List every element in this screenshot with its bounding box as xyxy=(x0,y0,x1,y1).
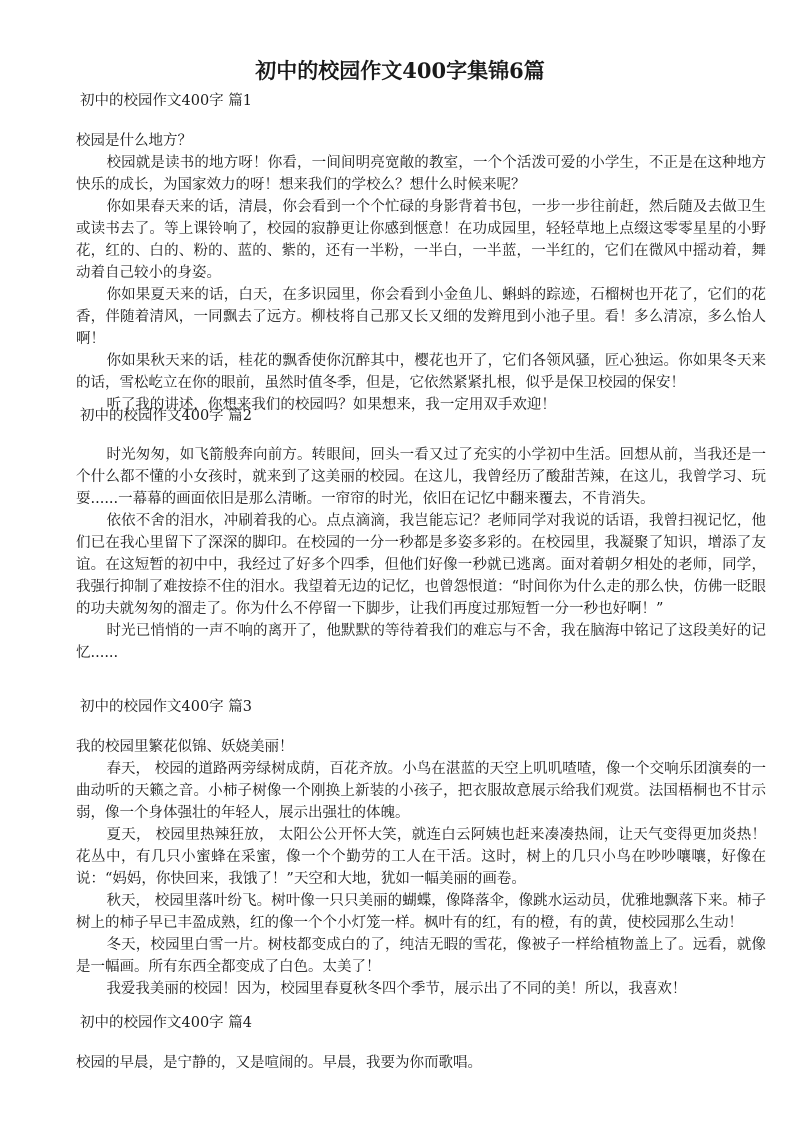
article-3-body xyxy=(76,736,766,1000)
paragraph: 你如果夏天来的话，白天，在多识园里，你会看到小金鱼儿、蝌蚪的踪迹，石榴树也开花了，它们的花香，伴随着清风，一同飘去了远方。柳枝将自己那又长又细的发辫甩到小池子里。看！多么清凉，多么怡人啊！ xyxy=(76,287,766,347)
document-title: 初中的校园作文400字集锦6篇 xyxy=(255,58,545,83)
article-heading: 初中的校园作文400字 篇3 xyxy=(80,699,253,715)
article-1 xyxy=(76,90,766,112)
paragraph: 我爱我美丽的校园！因为，校园里春夏秋冬四个季节，展示出了不同的美！所以，我喜欢！ xyxy=(106,981,687,997)
paragraph: 夏天， 校园里热辣狂放， 太阳公公开怀大笑，就连白云阿姨也赶来凑凑热闹，让天气变得更加炎热！花丛中，有几只小蜜蜂在采蜜，像一个个勤劳的工人在干活。这时，树上的几只小鸟在吵吵嚷嚷，好像在说：“妈妈，你快回来，我饿了！”天空和大地，犹如一幅美丽的画卷。 xyxy=(76,827,766,887)
article-2 xyxy=(76,405,766,427)
article-2-body xyxy=(76,444,766,664)
paragraph: 春天， 校园的道路两旁绿树成荫，百花齐放。小鸟在湛蓝的天空上叽叽喳喳，像一个交响乐团演奏的一曲动听的天籁之音。小柿子树像一个刚换上新装的小孩子，把衣服故意展示给我们观赏。法国梧桐也不甘示弱，像一个身体强壮的年轻人，展示出强壮的体魄。 xyxy=(76,761,766,821)
paragraph: 时光已悄悄的一声不响的离开了，他默默的等待着我们的难忘与不舍，我在脑海中铭记了这段美好的记忆...... xyxy=(76,623,766,661)
paragraph: 听了我的讲述，你想来我们的校园吗？如果想来，我一定用双手欢迎！ xyxy=(106,397,556,413)
paragraph: 校园就是读书的地方呀！你看，一间间明亮宽敞的教室，一个个活泼可爱的小学生，不正是在这种地方快乐的成长，为国家效力的呀！想来我们的学校么？想什么时候来呢？ xyxy=(76,155,766,193)
article-4-body xyxy=(76,1052,766,1074)
paragraph: 校园是什么地方？ xyxy=(76,133,192,149)
article-heading: 初中的校园作文400字 篇1 xyxy=(80,93,253,109)
paragraph: 我的校园里繁花似锦、妖娆美丽！ xyxy=(76,739,294,755)
paragraph: 冬天，校园里白雪一片。树枝都变成白的了，纯洁无暇的雪花，像被子一样给植物盖上了。远看，就像是一幅画。所有东西全都变成了白色。太美了！ xyxy=(76,937,766,975)
paragraph: 你如果春天来的话，清晨，你会看到一个个忙碌的身影背着书包，一步一步往前赶，然后随及去做卫生或读书去了。等上课铃响了，校园的寂静更让你感到惬意！在功成园里，轻轻草地上点缀这零零星星的小野花，红的、白的、粉的、蓝的、紫的，还有一半粉，一半白，一半蓝，一半红的，它们在微风中摇动着，舞动着自己较小的身姿。 xyxy=(76,199,766,281)
paragraph: 校园的早晨，是宁静的，又是喧闹的。早晨，我要为你而歌唱。 xyxy=(76,1055,482,1071)
paragraph: 秋天， 校园里落叶纷飞。树叶像一只只美丽的蝴蝶，像降落伞，像跳水运动员，优雅地飘落下来。柿子树上的柿子早已丰盈成熟，红的像一个个小灯笼一样。枫叶有的红，有的橙，有的黄，使校园那么生动！ xyxy=(76,893,766,931)
article-1-body xyxy=(76,130,766,416)
paragraph: 你如果秋天来的话，桂花的飘香使你沉醉其中，樱花也开了，它们各领风骚，匠心独运。你如果冬天来的话，雪松屹立在你的眼前，虽然时值冬季，但是，它依然紧紧扎根，似乎是保卫校园的保安！ xyxy=(76,353,766,391)
article-4 xyxy=(76,1012,766,1034)
article-heading: 初中的校园作文400字 篇4 xyxy=(80,1015,253,1031)
paragraph: 依依不舍的泪水，冲刷着我的心。点点滴滴，我岂能忘记？老师同学对我说的话语，我曾扫视记忆，他们已在我心里留下了深深的脚印。在校园的一分一秒都是多姿多彩的。在校园里，我凝聚了知识，增添了友谊。在这短暂的初中中，我经过了好多个四季，但他们好像一秒就已逃离。面对着朝夕相处的老师，同学，我强行抑制了难按捺不住的泪水。我望着无边的记忆，也曾怨恨道：“时间你为什么走的那么快，仿佛一眨眼的功夫就匆匆的溜走了。你为什么不停留一下脚步，让我们再度过那短暂一分一秒也好啊！” xyxy=(76,513,766,617)
paragraph: 时光匆匆，如飞箭般奔向前方。转眼间，回头一看又过了充实的小学初中生活。回想从前，当我还是一个什么都不懂的小女孩时，就来到了这美丽的校园。在这儿，我曾经历了酸甜苦辣，在这儿，我曾学习、玩耍......一幕幕的画面依旧是那么清晰。一帘帘的时光，依旧在记忆中翻来覆去，不肯消失。 xyxy=(76,447,766,507)
article-heading: 初中的校园作文400字 篇2 xyxy=(80,408,253,424)
article-3 xyxy=(76,696,766,718)
